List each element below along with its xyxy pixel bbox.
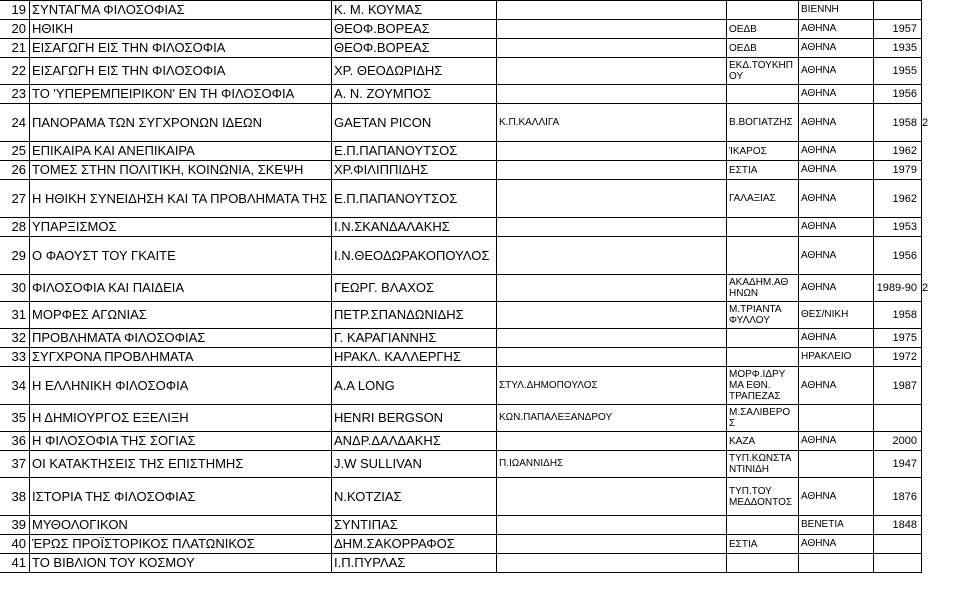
- publisher-cell: ΕΣΤΙΑ: [727, 161, 799, 180]
- edge-cell: [922, 554, 960, 573]
- year-cell: [874, 405, 922, 432]
- title-cell: ΠΑΝΟΡΑΜΑ ΤΩΝ ΣΥΓΧΡΟΝΩΝ ΙΔΕΩΝ: [30, 104, 332, 142]
- publisher-cell: Μ.ΣΑΛΙΒΕΡΟ Σ: [727, 405, 799, 432]
- table-row: [0, 554, 960, 573]
- row-number: 38: [0, 478, 30, 516]
- table-row: [0, 367, 960, 405]
- publisher-cell: ΊΚΑΡΟΣ: [727, 142, 799, 161]
- row-number: 23: [0, 85, 30, 104]
- title-cell: ΥΠΑΡΞΙΣΜΟΣ: [30, 218, 332, 237]
- author-cell: HENRI BERGSON: [332, 405, 497, 432]
- row-number: 25: [0, 142, 30, 161]
- title-cell: ΈΡΩΣ ΠΡΟΪΣΤΟΡΙΚΟΣ ΠΛΑΤΩΝΙΚΟΣ: [30, 535, 332, 554]
- title-cell: ΤΟ ΒΙΒΛΙΟΝ ΤΟΥ ΚΟΣΜΟΥ: [30, 554, 332, 573]
- table-row: [0, 142, 960, 161]
- edge-cell: 2: [922, 116, 929, 129]
- edge-cell: [922, 516, 960, 535]
- title-cell: ΜΥΘΟΛΟΓΙΚΟΝ: [30, 516, 332, 535]
- city-cell: ΑΘΗΝΑ: [799, 104, 874, 142]
- year-cell: 1987: [874, 367, 922, 405]
- city-cell: ΑΘΗΝΑ: [799, 161, 874, 180]
- author-cell: ΓΕΩΡΓ. ΒΛΑΧΟΣ: [332, 275, 497, 302]
- row-number: 32: [0, 329, 30, 348]
- author-cell: ΧΡ. ΘΕΟΔΩΡΙΔΗΣ: [332, 58, 497, 85]
- publisher-cell: [727, 218, 799, 237]
- translator-cell: ΚΩΝ.ΠΑΠΑΛΕΞΑΝΔΡΟΥ: [497, 405, 727, 432]
- table-row: [0, 20, 960, 39]
- table-row: [0, 1, 960, 20]
- table-row: [0, 180, 960, 218]
- translator-cell: [497, 218, 727, 237]
- table-row: [0, 85, 960, 104]
- city-cell: ΑΘΗΝΑ: [799, 367, 874, 405]
- title-cell: Η ΕΛΛΗΝΙΚΗ ΦΙΛΟΣΟΦΙΑ: [30, 367, 332, 405]
- translator-cell: [497, 58, 727, 85]
- city-cell: ΑΘΗΝΑ: [799, 20, 874, 39]
- translator-cell: [497, 348, 727, 367]
- author-cell: Γ. ΚΑΡΑΓΙΑΝΝΗΣ: [332, 329, 497, 348]
- translator-cell: [497, 535, 727, 554]
- year-cell: 1962: [874, 180, 922, 218]
- translator-cell: [497, 142, 727, 161]
- city-cell: ΒΕΝΕΤΙΑ: [799, 516, 874, 535]
- author-cell: Ι.Ν.ΘΕΟΔΩΡΑΚΟΠΟΥΛΟΣ: [332, 237, 497, 275]
- city-cell: ΑΘΗΝΑ: [799, 39, 874, 58]
- translator-cell: [497, 478, 727, 516]
- row-number: 40: [0, 535, 30, 554]
- table-row: [0, 329, 960, 348]
- city-cell: ΑΘΗΝΑ: [799, 85, 874, 104]
- year-cell: 1848: [874, 516, 922, 535]
- city-cell: ΘΕΣ/ΝΙΚΗ: [799, 302, 874, 329]
- edge-cell: [922, 348, 960, 367]
- translator-cell: [497, 275, 727, 302]
- author-cell: Α. Ν. ΖΟΥΜΠΟΣ: [332, 85, 497, 104]
- title-cell: Η ΦΙΛΟΣΟΦΙΑ ΤΗΣ ΣΟΓΙΑΣ: [30, 432, 332, 451]
- title-cell: Ο ΦΑΟΥΣΤ ΤΟΥ ΓΚΑΙΤΕ: [30, 237, 332, 275]
- title-cell: ΜΟΡΦΕΣ ΑΓΩΝΙΑΣ: [30, 302, 332, 329]
- translator-cell: [497, 1, 727, 20]
- year-cell: 1953: [874, 218, 922, 237]
- edge-cell: [922, 1, 960, 20]
- publisher-cell: ΕΣΤΙΑ: [727, 535, 799, 554]
- table-row: [0, 432, 960, 451]
- table-row: [0, 535, 960, 554]
- translator-cell: [497, 432, 727, 451]
- city-cell: ΑΘΗΝΑ: [799, 478, 874, 516]
- title-cell: ΣΥΝΤΑΓΜΑ ΦΙΛΟΣΟΦΙΑΣ: [30, 1, 332, 20]
- year-cell: 1989-90: [874, 275, 922, 302]
- author-cell: Ε.Π.ΠΑΠΑΝΟΥΤΣΟΣ: [332, 180, 497, 218]
- edge-cell: [922, 478, 960, 516]
- year-cell: 1947: [874, 451, 922, 478]
- edge-cell: [922, 302, 960, 329]
- edge-cell: [922, 161, 960, 180]
- translator-cell: [497, 85, 727, 104]
- author-cell: ΣΥΝΤΙΠΑΣ: [332, 516, 497, 535]
- table-row: [0, 161, 960, 180]
- publisher-cell: [727, 329, 799, 348]
- publisher-cell: ΤΥΠ.ΤΟΥ ΜΕΔΔΟΝΤΟΣ: [727, 478, 799, 516]
- year-cell: 2000: [874, 432, 922, 451]
- author-cell: ΗΡΑΚΛ. ΚΑΛΛΕΡΓΗΣ: [332, 348, 497, 367]
- publisher-cell: ΓΑΛΑΞΙΑΣ: [727, 180, 799, 218]
- row-number: 24: [0, 104, 30, 142]
- table-row: [0, 39, 960, 58]
- row-number: 30: [0, 275, 30, 302]
- author-cell: J.W SULLIVAN: [332, 451, 497, 478]
- translator-cell: [497, 39, 727, 58]
- translator-cell: ΣΤΥΛ.ΔΗΜΟΠΟΥΛΟΣ: [497, 367, 727, 405]
- row-number: 26: [0, 161, 30, 180]
- table-row: [0, 104, 960, 142]
- author-cell: ΘΕΟΦ.ΒΟΡΕΑΣ: [332, 20, 497, 39]
- year-cell: 1962: [874, 142, 922, 161]
- translator-cell: [497, 237, 727, 275]
- title-cell: Η ΔΗΜΙΟΥΡΓΟΣ ΕΞΕΛΙΞΗ: [30, 405, 332, 432]
- row-number: 29: [0, 237, 30, 275]
- year-cell: 1975: [874, 329, 922, 348]
- author-cell: Ν.ΚΟΤΖΙΑΣ: [332, 478, 497, 516]
- city-cell: ΑΘΗΝΑ: [799, 142, 874, 161]
- row-number: 19: [0, 1, 30, 20]
- edge-cell: [922, 329, 960, 348]
- city-cell: ΑΘΗΝΑ: [799, 218, 874, 237]
- row-number: 31: [0, 302, 30, 329]
- translator-cell: Π.ΙΩΑΝΝΙΔΗΣ: [497, 451, 727, 478]
- table-row: [0, 218, 960, 237]
- translator-cell: [497, 20, 727, 39]
- table-row: [0, 348, 960, 367]
- city-cell: [799, 554, 874, 573]
- title-cell: ΤΟ 'ΥΠΕΡΕΜΠΕΙΡΙΚΟΝ' ΕΝ ΤΗ ΦΙΛΟΣΟΦΙΑ: [30, 85, 332, 104]
- year-cell: [874, 1, 922, 20]
- year-cell: 1972: [874, 348, 922, 367]
- edge-cell: [922, 237, 960, 275]
- title-cell: ΣΥΓΧΡΟΝΑ ΠΡΟΒΛΗΜΑΤΑ: [30, 348, 332, 367]
- edge-cell: [922, 535, 960, 554]
- author-cell: Ι.Ν.ΣΚΑΝΔΑΛΑΚΗΣ: [332, 218, 497, 237]
- city-cell: ΑΘΗΝΑ: [799, 329, 874, 348]
- publisher-cell: ΤΥΠ.ΚΩΝΣΤΑ ΝΤΙΝΙΔΗ: [727, 451, 799, 478]
- edge-cell: [922, 20, 960, 39]
- row-number: 20: [0, 20, 30, 39]
- city-cell: ΑΘΗΝΑ: [799, 58, 874, 85]
- table-body: [0, 1, 960, 573]
- city-cell: ΗΡΑΚΛΕΙΟ: [799, 348, 874, 367]
- author-cell: ΘΕΟΦ.ΒΟΡΕΑΣ: [332, 39, 497, 58]
- title-cell: ΠΡΟΒΛΗΜΑΤΑ ΦΙΛΟΣΟΦΙΑΣ: [30, 329, 332, 348]
- publisher-cell: ΑΚΑΔΗΜ.ΑΘ ΗΝΩΝ: [727, 275, 799, 302]
- edge-cell: [922, 39, 960, 58]
- publisher-cell: [727, 1, 799, 20]
- year-cell: 1935: [874, 39, 922, 58]
- edge-cell: [922, 218, 960, 237]
- table-row: [0, 405, 960, 432]
- city-cell: [799, 405, 874, 432]
- title-cell: ΟΙ ΚΑΤΑΚΤΗΣΕΙΣ ΤΗΣ ΕΠΙΣΤΗΜΗΣ: [30, 451, 332, 478]
- city-cell: ΑΘΗΝΑ: [799, 180, 874, 218]
- year-cell: 1958: [874, 302, 922, 329]
- title-cell: ΦΙΛΟΣΟΦΙΑ ΚΑΙ ΠΑΙΔΕΙΑ: [30, 275, 332, 302]
- row-number: 41: [0, 554, 30, 573]
- edge-cell: [922, 405, 960, 432]
- publisher-cell: [727, 348, 799, 367]
- edge-cell: [922, 451, 960, 478]
- author-cell: ΔΗΜ.ΣΑΚΟΡΡΑΦΟΣ: [332, 535, 497, 554]
- translator-cell: [497, 302, 727, 329]
- table-row: [0, 275, 960, 302]
- row-number: 27: [0, 180, 30, 218]
- row-number: 33: [0, 348, 30, 367]
- city-cell: ΒΙΕΝΝΗ: [799, 1, 874, 20]
- edge-cell: [922, 142, 960, 161]
- title-cell: ΕΠΙΚΑΙΡΑ ΚΑΙ ΑΝΕΠΙΚΑΙΡΑ: [30, 142, 332, 161]
- translator-cell: [497, 180, 727, 218]
- edge-cell: 2: [922, 282, 929, 294]
- year-cell: [874, 535, 922, 554]
- publisher-cell: [727, 516, 799, 535]
- author-cell: GAETAN PICON: [332, 104, 497, 142]
- edge-cell: [922, 58, 960, 85]
- year-cell: 1956: [874, 237, 922, 275]
- translator-cell: Κ.Π.ΚΑΛΛΙΓΑ: [497, 104, 727, 142]
- table-row: [0, 451, 960, 478]
- title-cell: ΙΣΤΟΡΙΑ ΤΗΣ ΦΙΛΟΣΟΦΙΑΣ: [30, 478, 332, 516]
- year-cell: 1955: [874, 58, 922, 85]
- title-cell: ΗΘΙΚΗ: [30, 20, 332, 39]
- table-row: [0, 478, 960, 516]
- year-cell: 1958: [874, 104, 922, 142]
- author-cell: A.A LONG: [332, 367, 497, 405]
- title-cell: ΕΙΣΑΓΩΓΗ ΕΙΣ ΤΗΝ ΦΙΛΟΣΟΦΙΑ: [30, 58, 332, 85]
- translator-cell: [497, 161, 727, 180]
- translator-cell: [497, 516, 727, 535]
- title-cell: ΤΟΜΕΣ ΣΤΗΝ ΠΟΛΙΤΙΚΗ, ΚΟΙΝΩΝΙΑ, ΣΚΕΨΗ: [30, 161, 332, 180]
- table-row: [0, 516, 960, 535]
- edge-cell: [922, 85, 960, 104]
- year-cell: [874, 554, 922, 573]
- publisher-cell: ΜΟΡΦ.ΙΔΡΥ ΜΑ ΕΘΝ. ΤΡΑΠΕΖΑΣ: [727, 367, 799, 405]
- author-cell: ΠΕΤΡ.ΣΠΑΝΔΩΝΙΔΗΣ: [332, 302, 497, 329]
- row-number: 34: [0, 367, 30, 405]
- publisher-cell: ΟΕΔΒ: [727, 20, 799, 39]
- city-cell: [799, 451, 874, 478]
- publisher-cell: ΕΚΔ.ΤΟΥΚΗΠ ΟΥ: [727, 58, 799, 85]
- city-cell: ΑΘΗΝΑ: [799, 432, 874, 451]
- table-row: [0, 58, 960, 85]
- row-number: 37: [0, 451, 30, 478]
- translator-cell: [497, 554, 727, 573]
- row-number: 22: [0, 58, 30, 85]
- table-row: [0, 302, 960, 329]
- author-cell: ΧΡ.ΦΙΛΙΠΠΙΔΗΣ: [332, 161, 497, 180]
- city-cell: ΑΘΗΝΑ: [799, 237, 874, 275]
- edge-cell: [922, 432, 960, 451]
- row-number: 35: [0, 405, 30, 432]
- year-cell: 1957: [874, 20, 922, 39]
- title-cell: Η ΗΘΙΚΗ ΣΥΝΕΙΔΗΣΗ ΚΑΙ ΤΑ ΠΡΟΒΛΗΜΑΤΑ ΤΗΣ: [30, 180, 332, 218]
- year-cell: 1956: [874, 85, 922, 104]
- translator-cell: [497, 329, 727, 348]
- edge-cell: [922, 367, 960, 405]
- publisher-cell: [727, 85, 799, 104]
- city-cell: ΑΘΗΝΑ: [799, 535, 874, 554]
- publisher-cell: ΚΑΖΑ: [727, 432, 799, 451]
- year-cell: 1876: [874, 478, 922, 516]
- publisher-cell: Μ.ΤΡΙΑΝΤΑ ΦΥΛΛΟΥ: [727, 302, 799, 329]
- author-cell: Ι.Π.ΠΥΡΛΑΣ: [332, 554, 497, 573]
- author-cell: Κ. Μ. ΚΟΥΜΑΣ: [332, 1, 497, 20]
- author-cell: Ε.Π.ΠΑΠΑΝΟΥΤΣΟΣ: [332, 142, 497, 161]
- publisher-cell: ΟΕΔΒ: [727, 39, 799, 58]
- row-number: 36: [0, 432, 30, 451]
- publisher-cell: [727, 554, 799, 573]
- row-number: 28: [0, 218, 30, 237]
- publisher-cell: [727, 237, 799, 275]
- row-number: 21: [0, 39, 30, 58]
- year-cell: 1979: [874, 161, 922, 180]
- table-row: [0, 237, 960, 275]
- publisher-cell: Β.ΒΟΓΙΑΤΖΗΣ: [727, 104, 799, 142]
- edge-cell: [922, 180, 960, 218]
- row-number: 39: [0, 516, 30, 535]
- city-cell: ΑΘΗΝΑ: [799, 275, 874, 302]
- author-cell: ΑΝΔΡ.ΔΑΛΔΑΚΗΣ: [332, 432, 497, 451]
- title-cell: ΕΙΣΑΓΩΓΗ ΕΙΣ ΤΗΝ ΦΙΛΟΣΟΦΙΑ: [30, 39, 332, 58]
